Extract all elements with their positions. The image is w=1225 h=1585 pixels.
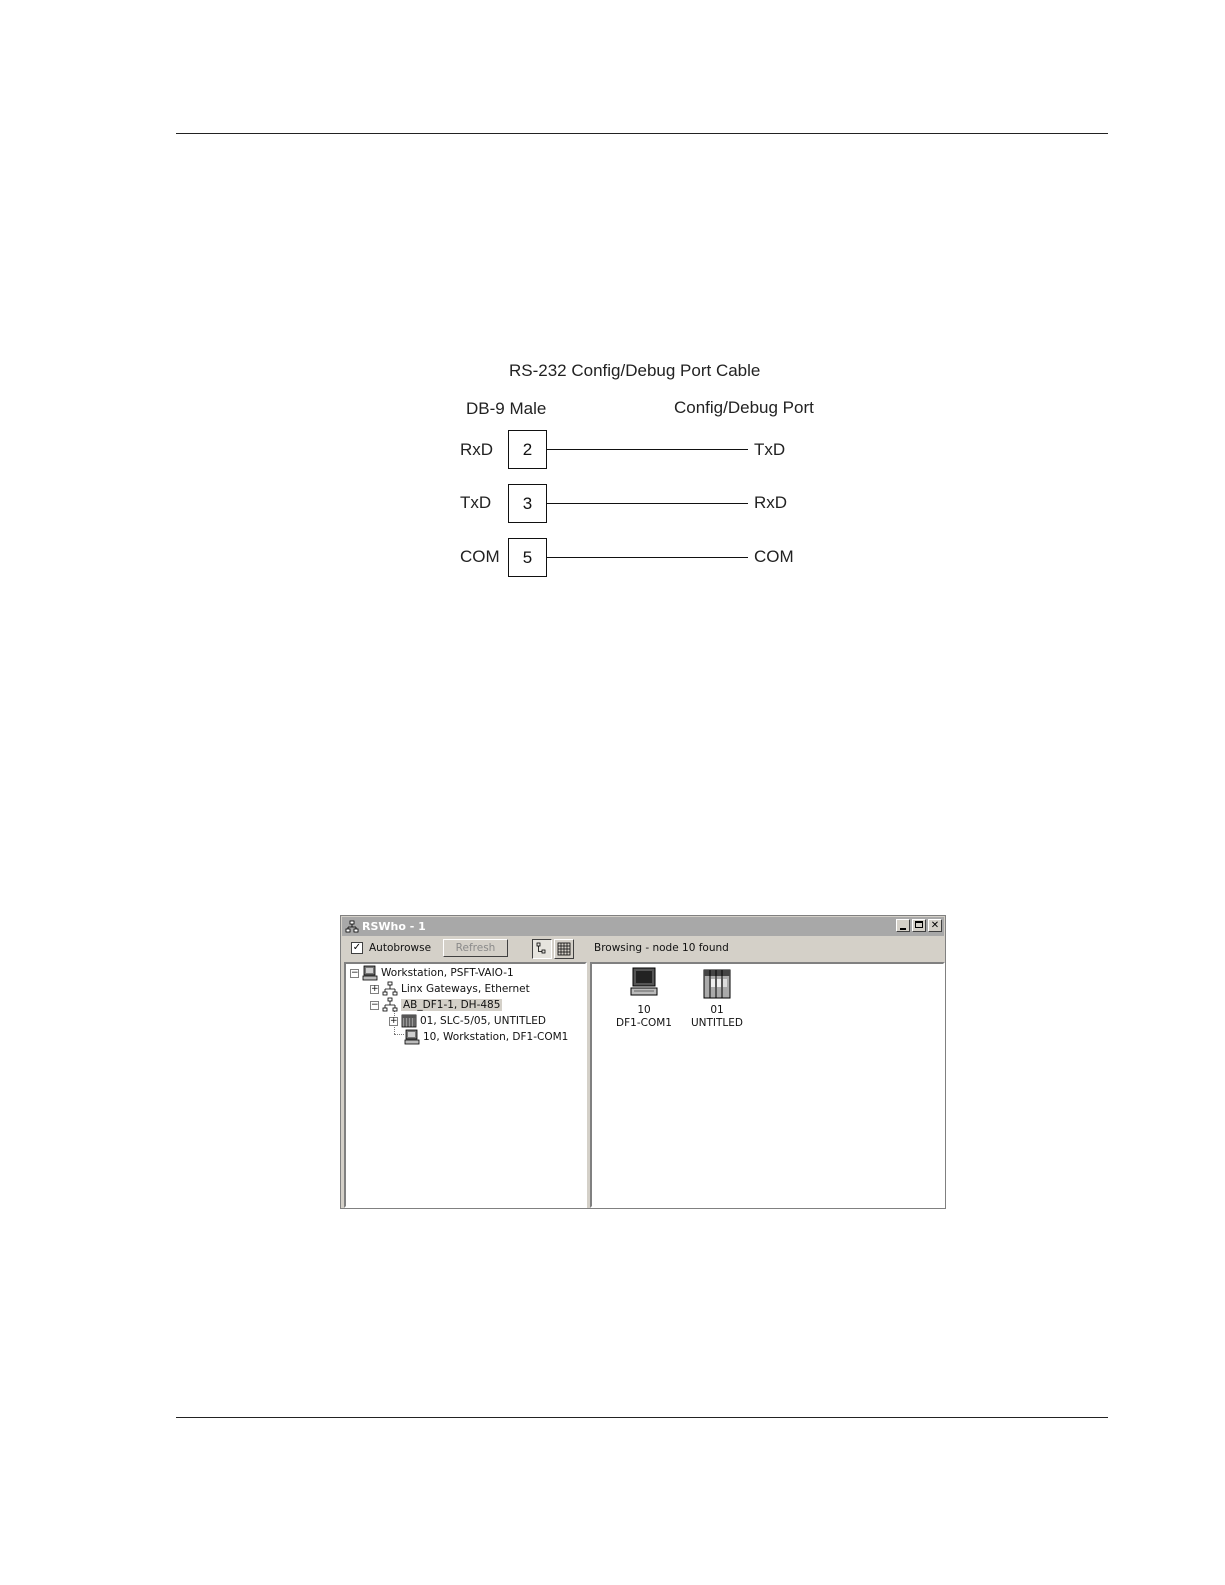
device-item-untitled[interactable] [682,966,752,1032]
pin-box [508,430,547,469]
tree-item-ab-df1[interactable] [370,997,502,1013]
tree-item-label: 10, Workstation, DF1-COM1 [423,1031,569,1043]
db9-header: DB-9 Male [466,399,547,418]
right-signal: RxD [754,493,788,512]
pin-box [508,484,547,523]
device-name: DF1-COM1 [616,1017,672,1029]
toolbar [342,937,944,959]
window-titlebar[interactable] [342,917,944,936]
device-address: 10 [637,1004,651,1016]
refresh-button[interactable]: Refresh [443,939,508,957]
tree-item-label: Workstation, PSFT-VAIO-1 [381,967,514,979]
checkmark-icon: ✓ [352,942,362,953]
list-view-toggle[interactable] [554,939,574,959]
tree-item-label: 01, SLC-5/05, UNTITLED [420,1015,546,1027]
network-icon [382,997,398,1013]
pin-number: 5 [522,547,533,567]
computer-icon [628,966,660,1001]
tree-pane[interactable] [344,962,587,1208]
rswho-window [340,915,946,1209]
left-signal: RxD [460,440,494,459]
tree-item-workstation-df1[interactable] [404,1029,568,1045]
footer-rule [176,1417,1108,1418]
wire [547,503,748,504]
network-icon [345,920,359,934]
autobrowse-checkbox[interactable] [351,942,363,954]
list-view-icon [555,940,573,958]
expand-icon[interactable]: + [371,983,379,994]
expand-icon[interactable]: + [390,1015,398,1026]
workstation-icon [404,1029,420,1045]
diagram-title: RS-232 Config/Debug Port Cable [509,361,761,380]
minimize-button[interactable] [896,919,910,932]
left-signal: COM [460,547,500,566]
workstation-icon [362,965,378,981]
tree-item-label: Linx Gateways, Ethernet [401,983,530,995]
maximize-button[interactable] [912,919,926,932]
wire [547,449,748,450]
device-address: 01 [710,1004,724,1016]
device-item-df1-com1[interactable] [609,966,679,1032]
pin-box [508,538,547,577]
pin-number: 2 [522,439,533,459]
tree-item-workstation[interactable] [350,965,514,981]
network-icon [382,981,398,997]
pin-number: 3 [522,493,533,513]
collapse-icon[interactable]: − [351,967,359,978]
device-pane[interactable] [590,962,945,1208]
window-title: RSWho - 1 [362,920,426,933]
maximize-icon [915,921,923,928]
header-rule [176,133,1108,134]
minimize-icon [900,928,906,930]
plc-icon [401,1013,417,1029]
tree-connector [394,1034,404,1035]
tree-item-linx-gateways[interactable] [370,981,530,997]
tree-view-icon [533,940,551,958]
close-icon: ✕ [930,920,940,931]
left-signal: TxD [460,493,492,512]
collapse-icon[interactable]: − [371,999,379,1010]
close-button[interactable] [928,919,942,932]
tree-item-slc[interactable] [389,1013,546,1029]
device-name: UNTITLED [690,1017,744,1029]
plc-rack-icon [701,966,733,1003]
tree-view-toggle[interactable] [532,939,552,959]
tree-item-label: AB_DF1-1, DH-485 [403,999,501,1011]
right-signal: COM [754,547,794,566]
wire [547,557,748,558]
right-signal: TxD [754,440,786,459]
port-header: Config/Debug Port [674,398,814,417]
autobrowse-label: Autobrowse [369,942,432,954]
status-text: Browsing - node 10 found [594,942,729,954]
